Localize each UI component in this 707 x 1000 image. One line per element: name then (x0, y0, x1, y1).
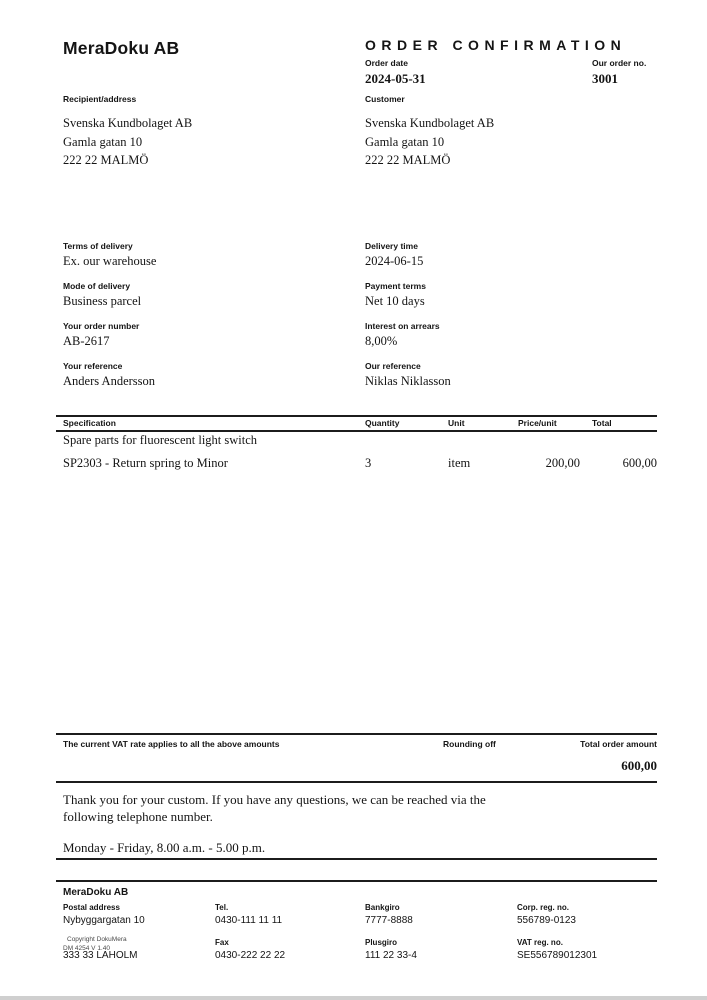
col-header-unit: Unit (448, 418, 465, 428)
our-order-no-label: Our order no. (592, 58, 647, 68)
total-order-amount-label: Total order amount (580, 739, 657, 749)
mode-of-delivery-label: Mode of delivery (63, 281, 131, 291)
delivery-time-value: 2024-06-15 (365, 254, 424, 268)
your-reference-label: Your reference (63, 361, 123, 371)
postal-address-label: Postal address (63, 903, 120, 912)
interest-on-arrears-label: Interest on arrears (365, 321, 440, 331)
total-order-amount-value: 600,00 (621, 758, 657, 773)
order-date-value: 2024-05-31 (365, 71, 426, 86)
customer-address-block (365, 114, 494, 170)
recipient-address-line: Svenska Kundbolaget AB (63, 116, 193, 130)
corp-reg-no-value: 556789-0123 (517, 915, 576, 926)
vat-note: The current VAT rate applies to all the above amounts (63, 739, 280, 749)
recipient-address-block (63, 114, 192, 170)
col-header-specification: Specification (63, 418, 116, 428)
rounding-off-label: Rounding off (443, 739, 496, 749)
copyright-notice (63, 935, 127, 953)
tel-value: 0430-111 11 11 (215, 915, 283, 926)
item-price-unit: 200,00 (545, 456, 580, 470)
corp-reg-no-label: Corp. reg. no. (517, 903, 569, 912)
interest-on-arrears-value: 8,00% (365, 334, 398, 348)
our-reference-value: Niklas Niklasson (365, 374, 451, 388)
recipient-address-label: Recipient/address (63, 94, 137, 104)
your-order-number-value: AB-2617 (63, 334, 110, 348)
our-reference-label: Our reference (365, 361, 421, 371)
message-bottom-rule (56, 858, 657, 860)
vat-reg-no-label: VAT reg. no. (517, 938, 563, 947)
customer-address-line: Svenska Kundbolaget AB (365, 116, 495, 130)
col-header-price-unit: Price/unit (518, 418, 557, 428)
thank-you-message: Thank you for your custom. If you have any questions, we can be reached via the following telephone number. (63, 792, 486, 824)
tel-label: Tel. (215, 903, 229, 912)
document-title: ORDER CONFIRMATION (365, 37, 627, 53)
copyright-line2: DM 4254 V 1.40 (63, 945, 110, 952)
item-specification: SP2303 - Return spring to Minor (63, 456, 228, 470)
order-date-label: Order date (365, 58, 408, 68)
recipient-address-line: Gamla gatan 10 (63, 134, 143, 149)
recipient-address-line: 222 22 MALMÖ (63, 153, 149, 167)
terms-of-delivery-label: Terms of delivery (63, 241, 133, 251)
postal-address-line2: 333 33 LAHOLM (63, 950, 138, 961)
copyright-line1: Copyright DokuMera (67, 936, 127, 943)
item-unit: item (448, 456, 471, 470)
totals-bottom-rule (56, 781, 657, 783)
customer-address-line: 222 22 MALMÖ (365, 153, 451, 167)
col-header-total: Total (592, 418, 612, 428)
our-order-no-value: 3001 (592, 71, 618, 86)
vat-reg-no-value: SE556789012301 (517, 950, 598, 961)
table-row: Spare parts for fluorescent light switch (63, 433, 258, 447)
your-reference-value: Anders Andersson (63, 374, 156, 388)
opening-hours: Monday - Friday, 8.00 a.m. - 5.00 p.m. (63, 840, 266, 855)
table-header-rule (56, 430, 657, 432)
totals-top-rule (56, 733, 657, 735)
terms-of-delivery-value: Ex. our warehouse (63, 254, 157, 268)
your-order-number-label: Your order number (63, 321, 140, 331)
delivery-time-label: Delivery time (365, 241, 418, 251)
customer-label: Customer (365, 94, 405, 104)
payment-terms-value: Net 10 days (365, 294, 425, 308)
footer-company-name: MeraDoku AB (63, 887, 129, 898)
fax-value: 0430-222 22 22 (215, 950, 286, 961)
mode-of-delivery-value: Business parcel (63, 294, 142, 308)
item-total: 600,00 (622, 456, 657, 470)
table-top-rule (56, 415, 657, 417)
item-quantity: 3 (365, 456, 372, 470)
bankgiro-label: Bankgiro (365, 903, 400, 912)
col-header-quantity: Quantity (365, 418, 400, 428)
plusgiro-label: Plusgiro (365, 938, 398, 947)
bankgiro-value: 7777-8888 (365, 915, 413, 926)
plusgiro-value: 111 22 33-4 (365, 950, 417, 961)
page-bottom-edge (0, 996, 707, 1000)
company-logo: MeraDoku AB (63, 38, 180, 58)
footer-top-rule (56, 880, 657, 882)
payment-terms-label: Payment terms (365, 281, 426, 291)
customer-address-line: Gamla gatan 10 (365, 134, 445, 149)
fax-label: Fax (215, 938, 229, 947)
postal-address-line1: Nybyggargatan 10 (63, 915, 145, 926)
